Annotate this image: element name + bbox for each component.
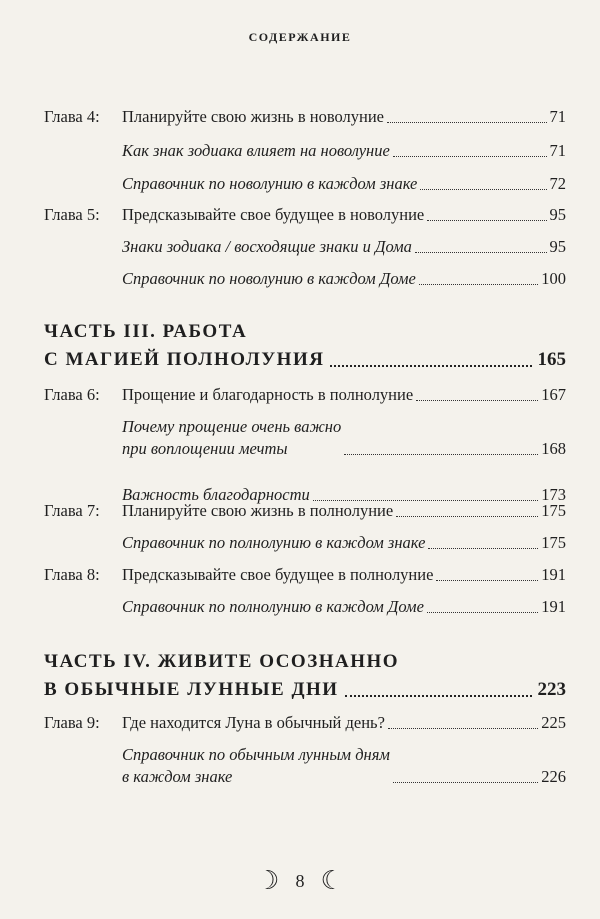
- waxing-moon-icon: ☾: [256, 866, 280, 895]
- toc-subentry: [122, 173, 566, 195]
- page-number: 72: [549, 174, 566, 193]
- part-4-heading: [44, 648, 566, 704]
- leader-dots: [344, 454, 538, 455]
- entry-title-line: Почему прощение очень важно: [122, 417, 342, 436]
- entry-title-line: в каждом знаке: [122, 767, 233, 786]
- page-number: 100: [541, 269, 566, 288]
- page-number: 71: [549, 107, 566, 126]
- entry-title: Как знак зодиака влияет на новолуние: [122, 141, 390, 160]
- waning-moon-icon: ☾: [320, 866, 344, 895]
- chapter-label: Глава 7:: [44, 501, 100, 520]
- leader-dots: [388, 728, 538, 729]
- entry-title: Предсказывайте свое будущее в полнолуние: [122, 565, 434, 584]
- entry-title: Где находится Луна в обычный день?: [122, 713, 385, 732]
- part-title-line: ЧАСТЬ III. РАБОТА: [44, 321, 248, 342]
- leader-dots: [427, 220, 546, 221]
- leader-dots: [396, 516, 538, 517]
- part-title-line: С МАГИЕЙ ПОЛНОЛУНИЯ: [44, 349, 325, 370]
- chapter-label: Глава 9:: [44, 713, 100, 732]
- page-number: 175: [541, 533, 566, 552]
- toc-subentry: [122, 236, 566, 258]
- toc-entry-chapter-9: [44, 712, 566, 734]
- leader-dots: [436, 580, 538, 581]
- toc-subentry: [122, 532, 566, 554]
- entry-title: Справочник по полнолунию в каждом Доме: [122, 597, 424, 616]
- entry-title: Знаки зодиака / восходящие знаки и Дома: [122, 237, 412, 256]
- leader-dots: [393, 782, 538, 783]
- entry-title: Планируйте свою жизнь в полнолуние: [122, 501, 394, 520]
- chapter-label: Глава 8:: [44, 565, 100, 584]
- page-number: 167: [541, 385, 566, 404]
- page-number: 223: [537, 679, 566, 700]
- entry-title-line: Справочник по обычным лунным дням: [122, 745, 390, 764]
- toc-entry-chapter-7-row: [44, 500, 566, 522]
- toc-entry-chapter-8: [44, 564, 566, 586]
- page-number: 95: [549, 205, 566, 224]
- page-number: 165: [537, 349, 566, 370]
- entry-title-line: при воплощении мечты: [122, 439, 288, 458]
- leader-dots: [345, 695, 532, 697]
- page-number: 225: [541, 713, 566, 732]
- entry-title: Прощение и благодарность в полнолуние: [122, 385, 414, 404]
- leader-dots: [387, 122, 546, 123]
- toc-subentry: [122, 596, 566, 618]
- chapter-label: Глава 4:: [44, 107, 100, 126]
- part-title-line: ЧАСТЬ IV. ЖИВИТЕ ОСОЗНАННО: [44, 651, 400, 672]
- toc-entry-chapter-6: [44, 384, 566, 406]
- page-number: 168: [541, 439, 566, 458]
- page-number: 191: [541, 597, 566, 616]
- entry-title: Важность благодарности: [122, 485, 310, 504]
- entry-title: Планируйте свою жизнь в новолуние: [122, 107, 385, 126]
- toc-entry-chapter-5: [44, 204, 566, 226]
- entry-title: Предсказывайте свое будущее в новолуние: [122, 205, 425, 224]
- leader-dots: [428, 548, 538, 549]
- entry-title: [122, 416, 341, 460]
- page-number: 71: [549, 141, 566, 160]
- toc-subentry: [122, 268, 566, 290]
- toc-subentry: [122, 140, 566, 162]
- page-number-footer: 8: [295, 870, 305, 891]
- leader-dots: [427, 612, 538, 613]
- entry-title: Справочник по новолунию в каждом Доме: [122, 269, 416, 288]
- part-3-heading: [44, 318, 566, 374]
- leader-dots: [330, 365, 531, 367]
- toc-subentry: [122, 744, 566, 788]
- page-number: 191: [541, 565, 566, 584]
- leader-dots: [419, 284, 538, 285]
- toc-subentry: [122, 416, 566, 460]
- leader-dots: [416, 400, 538, 401]
- page-number: 175: [541, 501, 566, 520]
- chapter-label: Глава 6:: [44, 385, 100, 404]
- toc-entry-chapter-4: [44, 106, 566, 128]
- entry-title: Справочник по новолунию в каждом знаке: [122, 174, 418, 193]
- leader-dots: [415, 252, 547, 253]
- part-title-line: В ОБЫЧНЫЕ ЛУННЫЕ ДНИ: [44, 679, 339, 700]
- leader-dots: [393, 156, 547, 157]
- page-number: 226: [541, 767, 566, 786]
- page-number: 95: [549, 237, 566, 256]
- entry-title: [122, 744, 390, 788]
- running-header: СОДЕРЖАНИЕ: [248, 30, 352, 44]
- chapter-label: Глава 5:: [44, 205, 100, 224]
- entry-title: Справочник по полнолунию в каждом знаке: [122, 533, 426, 552]
- page-footer: [0, 868, 600, 894]
- page-number: 173: [541, 485, 566, 504]
- leader-dots: [420, 189, 546, 190]
